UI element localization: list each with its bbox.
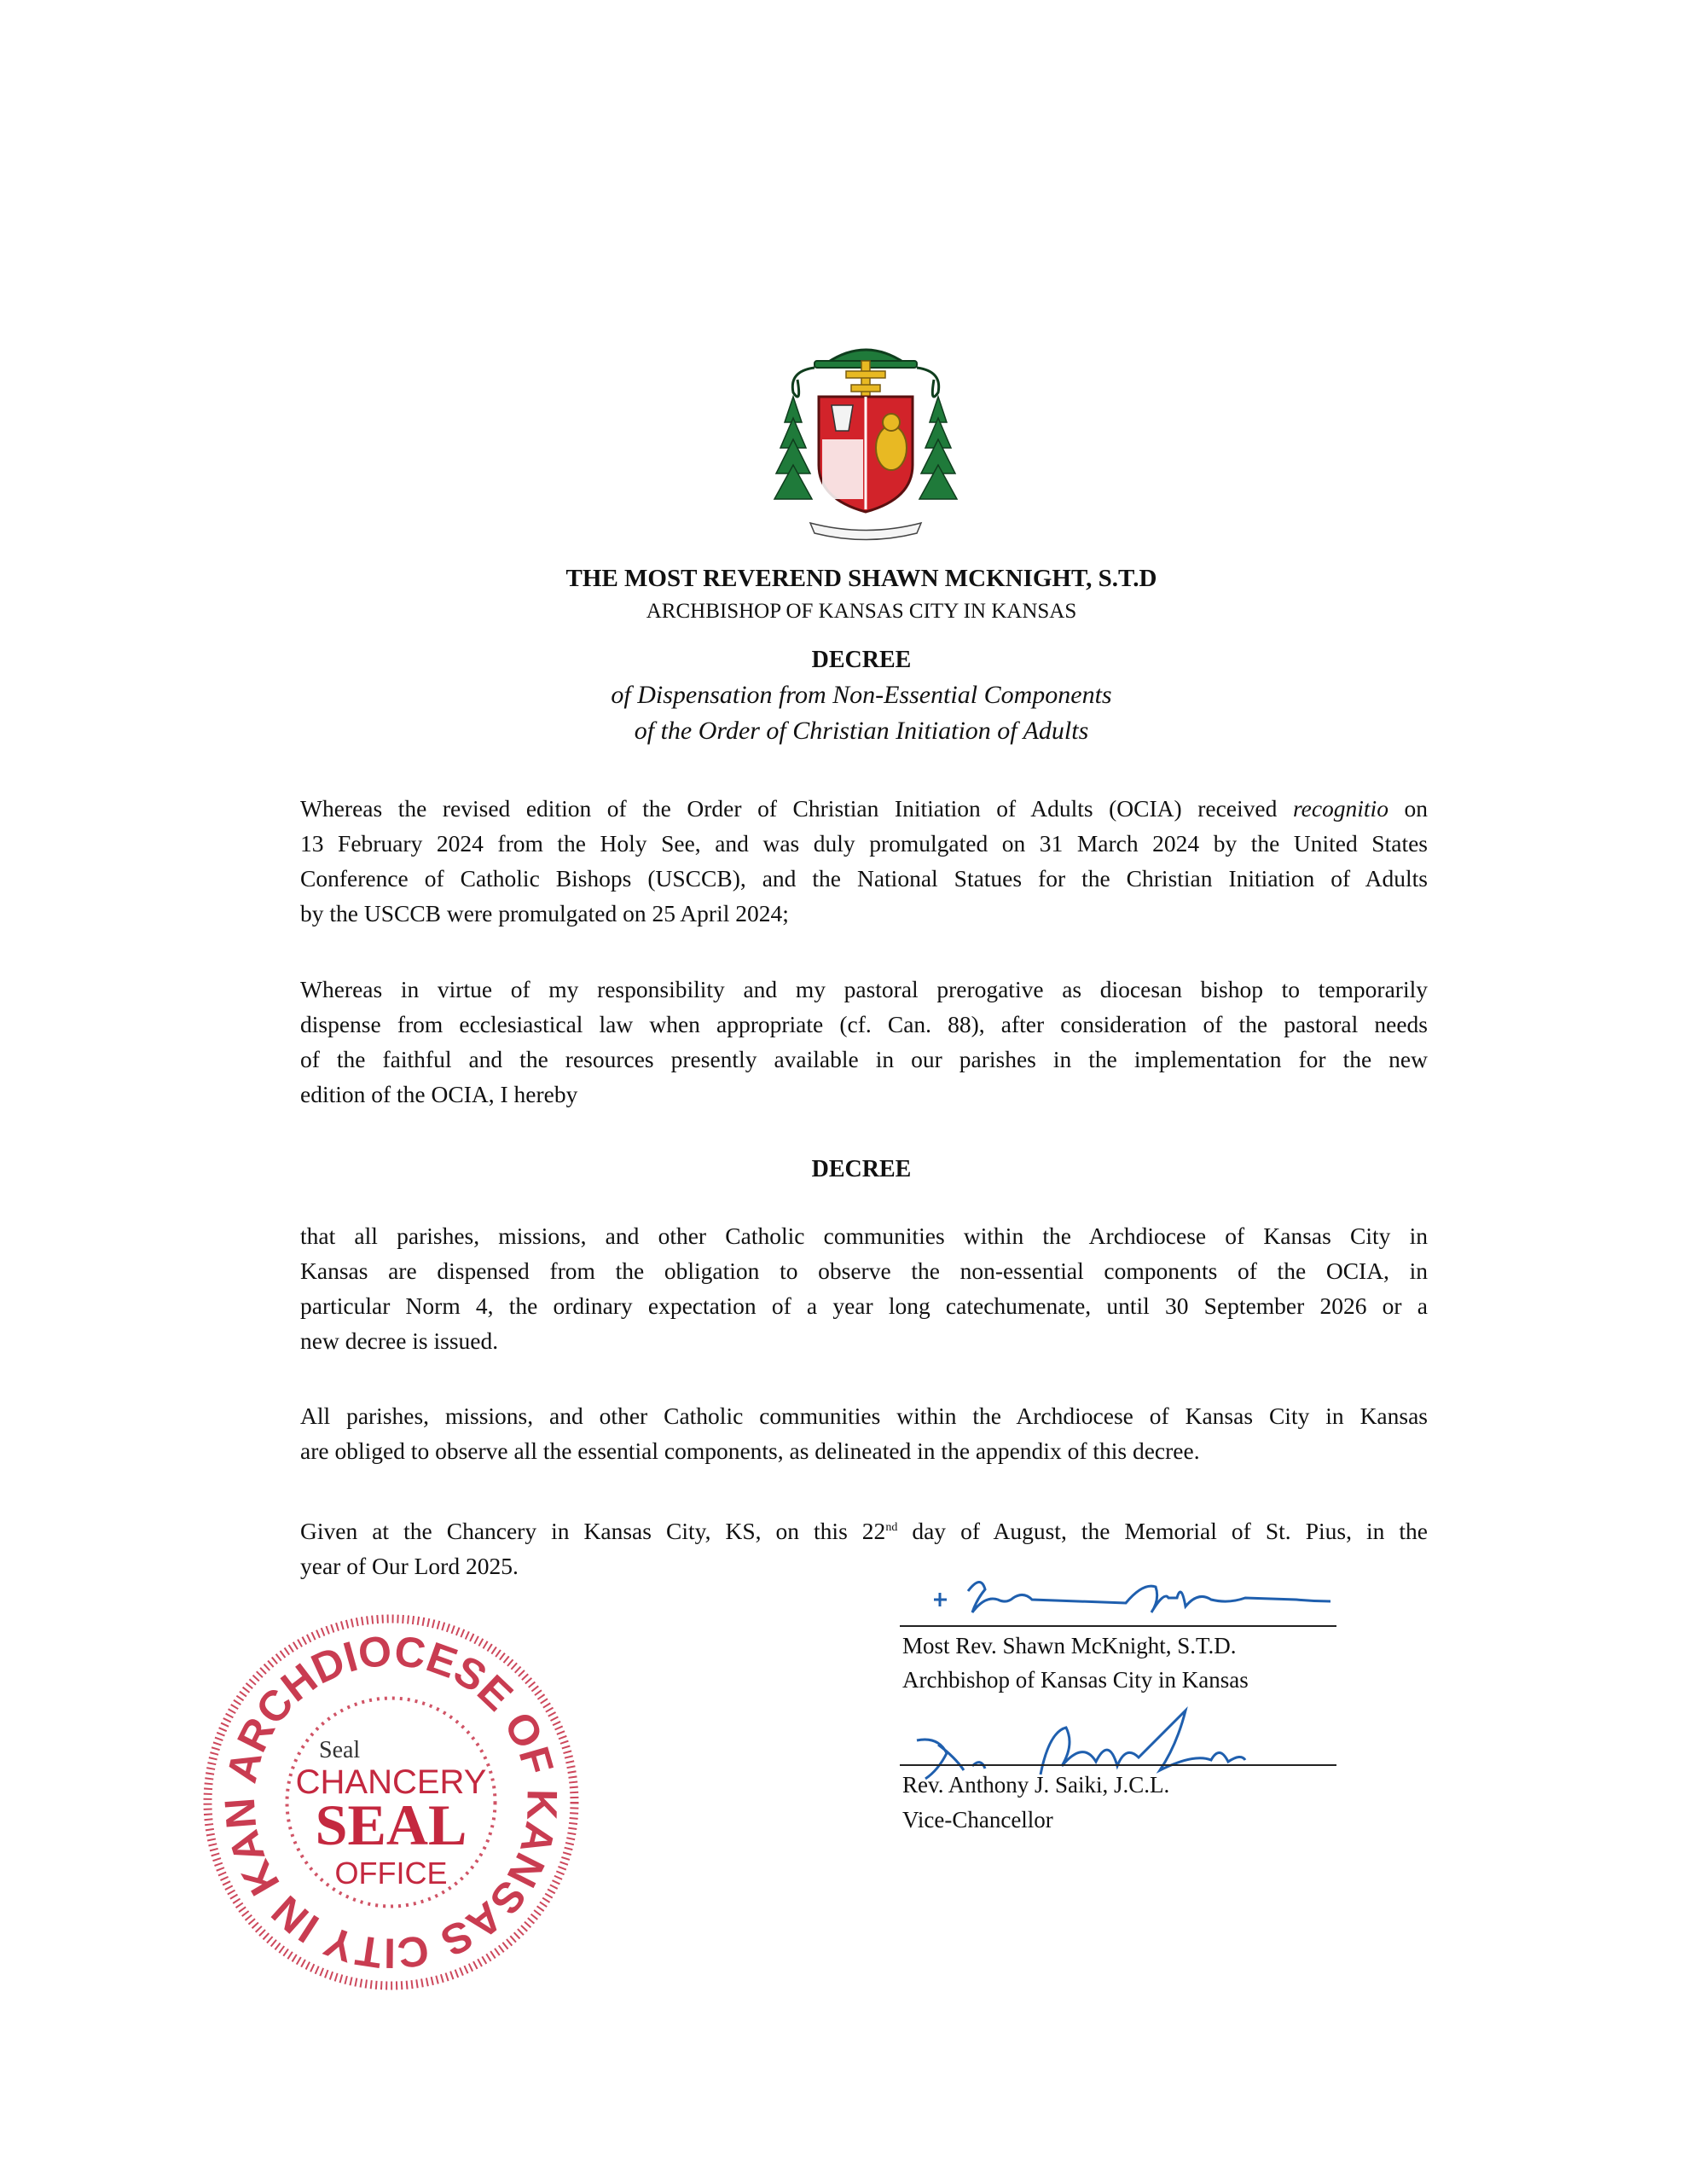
paragraph-line: edition of the OCIA, I hereby: [300, 1081, 578, 1107]
italic-term: recognitio: [1292, 795, 1388, 822]
decree-heading-2: DECREE: [811, 1156, 912, 1182]
paragraph-line: by the USCCB were promulgated on 25 April 2024;: [300, 900, 789, 926]
svg-text:CHANCERY: CHANCERY: [295, 1763, 487, 1801]
author-name: THE MOST REVEREND SHAWN MCKNIGHT, S.T.D: [565, 565, 1157, 592]
ordinal-suffix: nd: [885, 1521, 898, 1534]
svg-text:ARCHDIOCESE OF KANSAS CITY IN: ARCHDIOCESE OF KANSAS CITY IN KAN: [215, 1626, 566, 1978]
paragraph-line: [300, 791, 1428, 826]
text-run: Given at the Chancery in Kansas City, KS, on this 22: [300, 1518, 886, 1545]
paragraph-obligation: [300, 1398, 1428, 1468]
signatory-1-name: Most Rev. Shawn McKnight, S.T.D.: [902, 1633, 1237, 1658]
signature-archbishop: [904, 1565, 1348, 1625]
paragraph-line: new decree is issued.: [300, 1327, 499, 1354]
paragraph-virtue: [300, 972, 1428, 1112]
signatory-2-name: Rev. Anthony J. Saiki, J.C.L.: [902, 1772, 1170, 1798]
paragraph-line: are obliged to observe all the essential components, as delineated in the appendix of this decree.: [300, 1438, 1200, 1464]
paragraph-dispensation: [300, 1218, 1428, 1358]
signature-line-1: [900, 1625, 1336, 1627]
svg-text:SEAL: SEAL: [315, 1792, 467, 1857]
paragraph-line: of the faithful and the resources presently available in our parishes in the implementation for the new: [300, 1046, 1428, 1072]
paragraph-line: particular Norm 4, the ordinary expectation of a year long catechumenate, until 30 September 2026 or a: [300, 1292, 1428, 1319]
paragraph-line: 13 February 2024 from the Holy See, and was duly promulgated on 31 March 2024 by the United States: [300, 830, 1428, 857]
decree-subtitle-line2: of the Order of Christian Initiation of Adults: [634, 717, 1089, 745]
text-run: day of August, the Memorial of St. Pius, in the: [912, 1518, 1428, 1545]
decree-heading: DECREE: [811, 647, 912, 673]
paragraph-line: [300, 1510, 1428, 1548]
paragraph-line: that all parishes, missions, and other Catholic communities within the Archdiocese of Kansas City in: [300, 1223, 1428, 1249]
coat-of-arms: [768, 328, 964, 542]
paragraph-line: Conference of Catholic Bishops (USCCB), and the National Statues for the Christian Initiation of Adults: [300, 865, 1428, 892]
svg-text:Seal: Seal: [319, 1737, 361, 1763]
signature-line-2: [900, 1764, 1336, 1766]
signatory-1-role: Archbishop of Kansas City in Kansas: [902, 1667, 1249, 1693]
text-run: Whereas the revised edition of the Order of Christian Initiation of Adults (OCIA) received: [300, 795, 1278, 822]
author-title: ARCHBISHOP OF KANSAS CITY IN KANSAS: [646, 600, 1077, 623]
signatory-2-role: Vice-Chancellor: [902, 1807, 1053, 1833]
paragraph-recognitio: [300, 791, 1428, 931]
svg-text:OFFICE: OFFICE: [334, 1856, 448, 1891]
chancery-seal: [201, 1612, 581, 1992]
paragraph-line: year of Our Lord 2025.: [300, 1553, 519, 1580]
paragraph-line: dispense from ecclesiastical law when appropriate (cf. Can. 88), after consideration of the pastoral needs: [300, 1011, 1428, 1037]
paragraph-line: Whereas in virtue of my responsibility and my pastoral prerogative as diocesan bishop to temporarily: [300, 976, 1428, 1002]
paragraph-line: All parishes, missions, and other Catholic communities within the Archdiocese of Kansas City in Kansas: [300, 1403, 1428, 1429]
decree-subtitle-line1: of Dispensation from Non-Essential Components: [611, 681, 1112, 709]
text-run: on: [1404, 795, 1429, 822]
paragraph-line: Kansas are dispensed from the obligation to observe the non-essential components of the OCIA, in: [300, 1258, 1428, 1284]
